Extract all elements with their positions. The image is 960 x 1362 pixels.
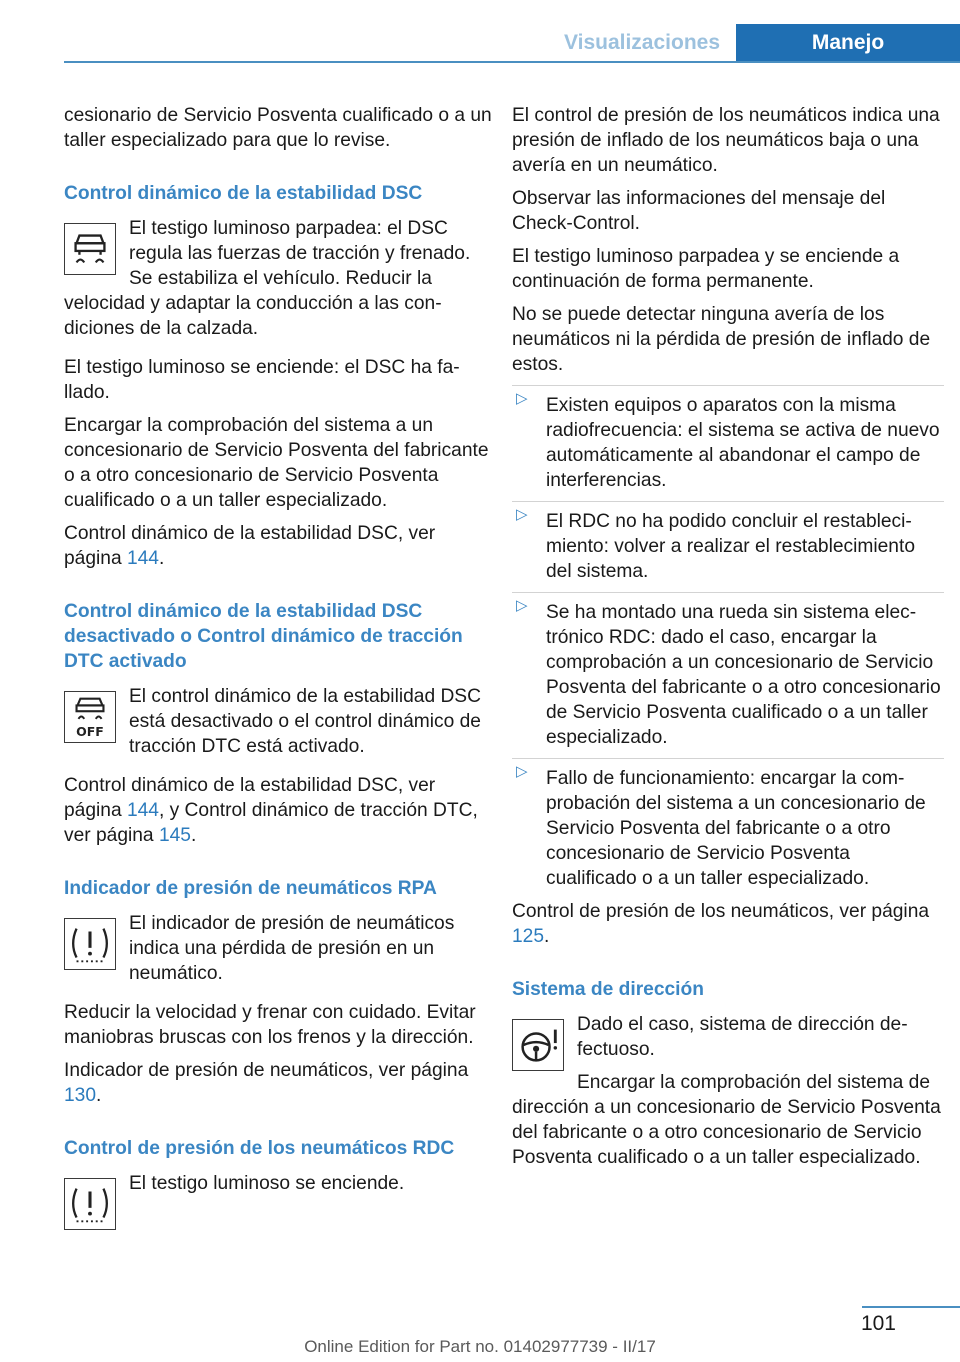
dsc-off-reference: Control dinámico de la estabilidad DSC, ver página 144, y Control dinámico de tracción DTC, ver página 145. bbox=[64, 775, 478, 846]
section-title-steering: Sistema de dirección bbox=[512, 979, 704, 1000]
dsc-figure bbox=[64, 216, 496, 349]
rdc-figure bbox=[64, 1171, 496, 1234]
footer-edition: Online Edition for Part no. 01402977739 - II/17 bbox=[304, 1337, 656, 1356]
rdc-paragraph-1: El testigo luminoso se enciende. bbox=[129, 1173, 405, 1194]
rpa-reference: Indicador de presión de neumáticos, ver página 130. bbox=[64, 1060, 469, 1106]
bullet-triangle-icon: ▷ bbox=[516, 390, 528, 407]
section-title-rdc: Control de presión de los neumáticos RDC bbox=[64, 1138, 455, 1159]
dsc-warning-icon bbox=[64, 223, 116, 275]
rpa-paragraph-1: El indicador de presión de neumáticos indica una pérdida de presión en un neumático. bbox=[129, 913, 455, 984]
rdc-paragraph-5: No se puede detectar ninguna avería de los neumáticos ni la pérdida de presión de inflado de estos. bbox=[512, 304, 931, 375]
dsc-paragraph-1: El testigo luminoso parpadea: el DSC regula las fuerzas de tracción y frenado. Se estabiliza el vehículo. Reducir la velocidad y adaptar la conducción a las condiciones de la calzada. bbox=[64, 218, 471, 339]
dsc-paragraph-3: Encargar la comprobación del sistema a un concesionario de Servicio Posventa del fabricante o a otro concesionario de Servicio Posventa cualificado o a un taller especializado. bbox=[64, 415, 489, 511]
steering-warning-icon bbox=[512, 1019, 564, 1071]
dsc-off-icon bbox=[64, 691, 116, 743]
dsc-reference: Control dinámico de la estabilidad DSC, ver página 144. bbox=[64, 523, 436, 569]
page-number-rule bbox=[862, 1306, 960, 1308]
page-link-144[interactable]: 144 bbox=[126, 548, 159, 569]
page-link-145[interactable]: 145 bbox=[158, 825, 191, 846]
rdc-paragraph-4: El testigo luminoso parpadea y se enciende a continuación de forma permanente. bbox=[512, 246, 900, 292]
list-item: ▷ Se ha montado una rueda sin sistema electrónico RDC: dado el caso, encargar la comprobación a un concesionario de Servicio Posventa del fabricante o a otro concesionario de Servicio Posventa cualificado o a un taller especializado. bbox=[512, 592, 944, 750]
rpa-figure bbox=[64, 911, 496, 994]
section-title-rpa: Indicador de presión de neumáticos RPA bbox=[64, 878, 437, 899]
bullet-triangle-icon: ▷ bbox=[516, 506, 528, 523]
header-rule bbox=[64, 61, 960, 63]
left-column bbox=[64, 103, 496, 1240]
tab-visualizaciones[interactable]: Visualizaciones bbox=[563, 31, 721, 54]
rdc-paragraph-3: Observar las informaciones del mensaje del Check-Control. bbox=[512, 188, 886, 234]
page-link-144[interactable]: 144 bbox=[126, 800, 159, 821]
steering-paragraph-1: Dado el caso, sistema de dirección defectuoso. bbox=[577, 1014, 908, 1060]
steering-paragraph-2: Encargar la comprobación del sistema de dirección a un concesionario de Servicio Posventa del fabricante o a otro concesionario de Servicio Posventa cualificado o a un taller especializado. bbox=[512, 1072, 941, 1168]
page-link-130[interactable]: 130 bbox=[64, 1085, 97, 1106]
page-number: 101 bbox=[860, 1312, 896, 1335]
page-link-125[interactable]: 125 bbox=[512, 926, 545, 947]
steering-figure bbox=[512, 1012, 944, 1178]
rdc-reference: Control de presión de los neumáticos, ver página 125. bbox=[512, 901, 930, 947]
tab-manejo[interactable]: Manejo bbox=[736, 24, 960, 61]
tire-pressure-icon bbox=[64, 918, 116, 970]
list-item: ▷ Fallo de funcionamiento: encargar la comprobación del sistema a un concesionario de Servicio Posventa del fabricante o a otro concesionario de Servicio Posventa cualificado o a un taller especializado. bbox=[512, 758, 944, 891]
list-item: ▷ Existen equipos o aparatos con la misma radiofrecuencia: el sistema se activa de nuevo automáticamente al abandonar el campo de interferencias. bbox=[512, 385, 944, 493]
section-title-dsc: Control dinámico de la estabilidad DSC bbox=[64, 183, 423, 204]
rdc-paragraph-2: El control de presión de los neumáticos indica una presión de inflado de los neumáticos baja o una avería en un neumático. bbox=[512, 105, 940, 176]
right-column bbox=[512, 103, 944, 1184]
list-item: ▷ El RDC no ha podido concluir el restablecimiento: volver a realizar el restablecimiento del sistema. bbox=[512, 501, 944, 584]
section-title-dsc-off: Control dinámico de la estabilidad DSC desactivado o Control dinámico de tracción DTC activado bbox=[64, 601, 463, 672]
svg-text:OFF: OFF bbox=[76, 724, 104, 740]
rpa-paragraph-2: Reducir la velocidad y frenar con cuidado. Evitar maniobras bruscas con los frenos y la dirección. bbox=[64, 1002, 476, 1048]
rdc-bullet-list bbox=[512, 385, 944, 891]
intro-paragraph: cesionario de Servicio Posventa cualificado o a un taller especializado para que lo revise. bbox=[64, 105, 492, 151]
bullet-triangle-icon: ▷ bbox=[516, 597, 528, 614]
bullet-triangle-icon: ▷ bbox=[516, 763, 528, 780]
dsc-paragraph-2: El testigo luminoso se enciende: el DSC ha fallado. bbox=[64, 357, 460, 403]
dsc-off-paragraph-1: El control dinámico de la estabilidad DSC está desactivado o el control dinámico de tracción DTC está activado. bbox=[129, 686, 481, 757]
tire-pressure-icon bbox=[64, 1178, 116, 1230]
dsc-off-figure bbox=[64, 684, 496, 767]
